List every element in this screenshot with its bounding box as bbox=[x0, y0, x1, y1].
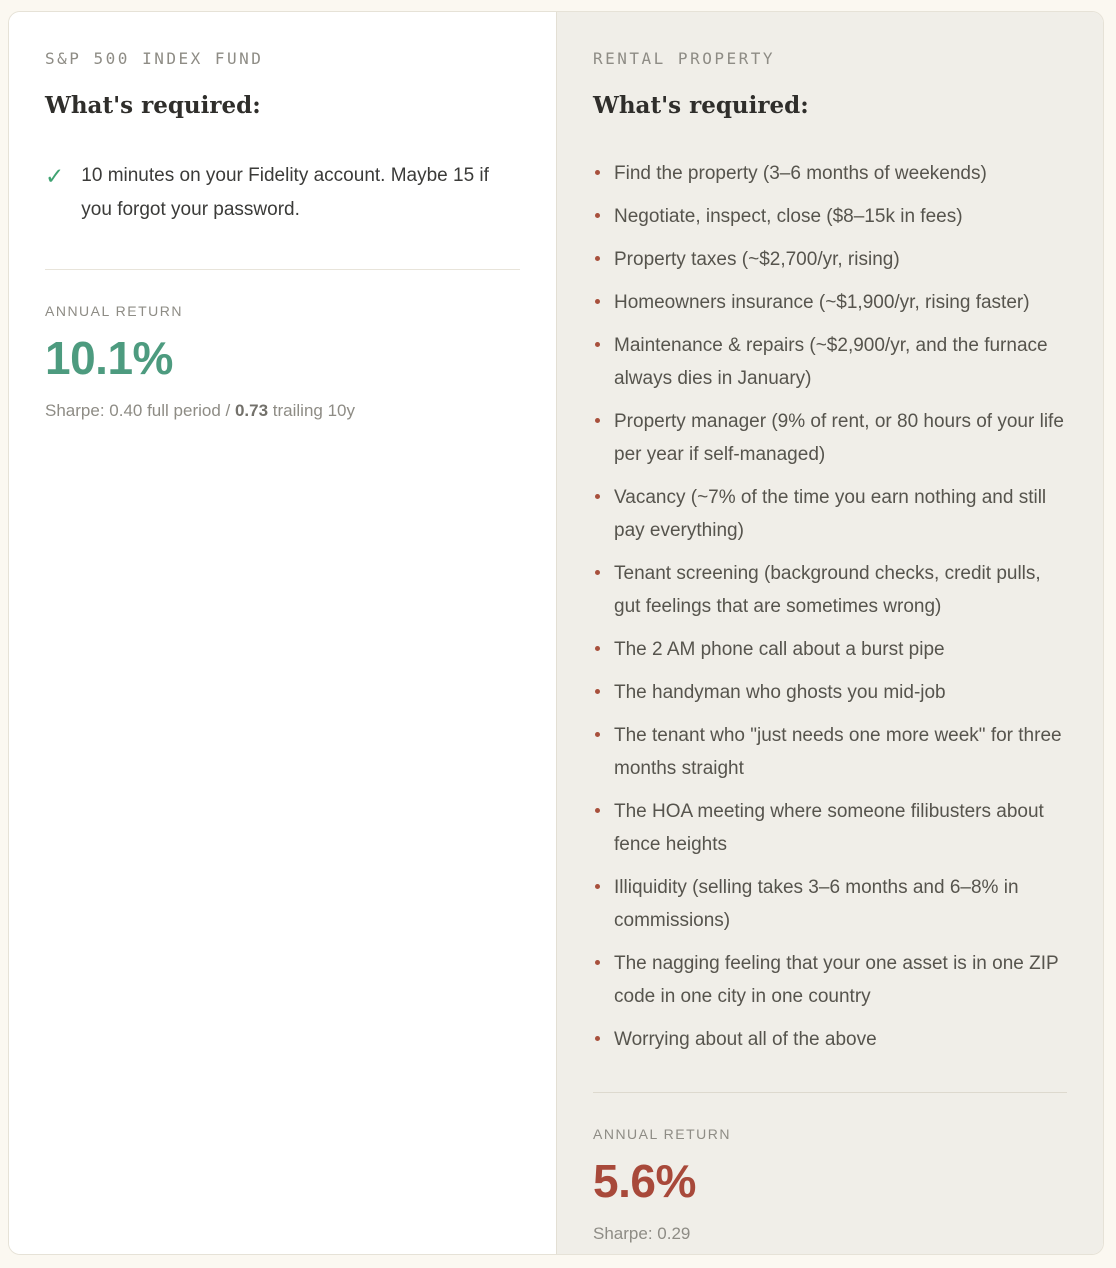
requirement-text: 10 minutes on your Fidelity account. Maybe 15 if you forgot your password. bbox=[81, 165, 489, 220]
requirement-list-item: Tenant screening (background checks, credit pulls, gut feelings that are sometimes wrong) bbox=[593, 557, 1067, 623]
requirement-item bbox=[45, 159, 520, 227]
requirement-list-item: Vacancy (~7% of the time you earn nothing and still pay everything) bbox=[593, 481, 1067, 547]
annual-return-value-left: 10.1% bbox=[45, 332, 173, 384]
requirement-list-item: The 2 AM phone call about a burst pipe bbox=[593, 633, 1067, 666]
sharpe-prefix: Sharpe: 0.40 full period / bbox=[45, 401, 235, 420]
rental-property-panel bbox=[556, 12, 1103, 1254]
divider-left bbox=[45, 269, 520, 270]
sharpe-line-left bbox=[45, 401, 520, 421]
sharpe-trailing-value: 0.73 bbox=[234, 401, 269, 420]
requirement-list-item: Property taxes (~$2,700/yr, rising) bbox=[593, 243, 1067, 276]
requirement-list-item: Find the property (3–6 months of weekends) bbox=[593, 157, 1067, 190]
divider-right bbox=[593, 1092, 1067, 1093]
requirement-list-item: Illiquidity (selling takes 3–6 months and 6–8% in commissions) bbox=[593, 871, 1067, 937]
sharpe-suffix: trailing 10y bbox=[268, 401, 355, 420]
index-fund-label: S&P 500 INDEX FUND bbox=[45, 49, 264, 68]
requirement-list-item: Homeowners insurance (~$1,900/yr, rising faster) bbox=[593, 286, 1067, 319]
requirement-list-item: Negotiate, inspect, close ($8–15k in fees) bbox=[593, 200, 1067, 233]
checkmark-icon: ✓ bbox=[45, 163, 65, 189]
rental-property-label: RENTAL PROPERTY bbox=[593, 49, 775, 68]
requirement-list-item: The tenant who "just needs one more week" for three months straight bbox=[593, 719, 1067, 785]
whats-required-heading-right: What's required: bbox=[593, 92, 809, 119]
sharpe-line-right: Sharpe: 0.29 bbox=[593, 1224, 691, 1243]
requirement-list-item: Worrying about all of the above bbox=[593, 1023, 1067, 1056]
requirement-list-item: The handyman who ghosts you mid-job bbox=[593, 676, 1067, 709]
annual-return-value-right: 5.6% bbox=[593, 1155, 696, 1207]
requirement-list-item: The nagging feeling that your one asset is in one ZIP code in one city in one country bbox=[593, 947, 1067, 1013]
requirements-list bbox=[593, 157, 1067, 1056]
requirement-list-item: Property manager (9% of rent, or 80 hours of your life per year if self-managed) bbox=[593, 405, 1067, 471]
annual-return-label-right: ANNUAL RETURN bbox=[593, 1126, 731, 1142]
annual-return-label-left: ANNUAL RETURN bbox=[45, 303, 183, 319]
comparison-card bbox=[8, 11, 1104, 1255]
requirement-list-item: Maintenance & repairs (~$2,900/yr, and the furnace always dies in January) bbox=[593, 329, 1067, 395]
whats-required-heading-left: What's required: bbox=[45, 92, 261, 119]
index-fund-panel bbox=[9, 12, 556, 1254]
requirement-list-item: The HOA meeting where someone filibusters about fence heights bbox=[593, 795, 1067, 861]
